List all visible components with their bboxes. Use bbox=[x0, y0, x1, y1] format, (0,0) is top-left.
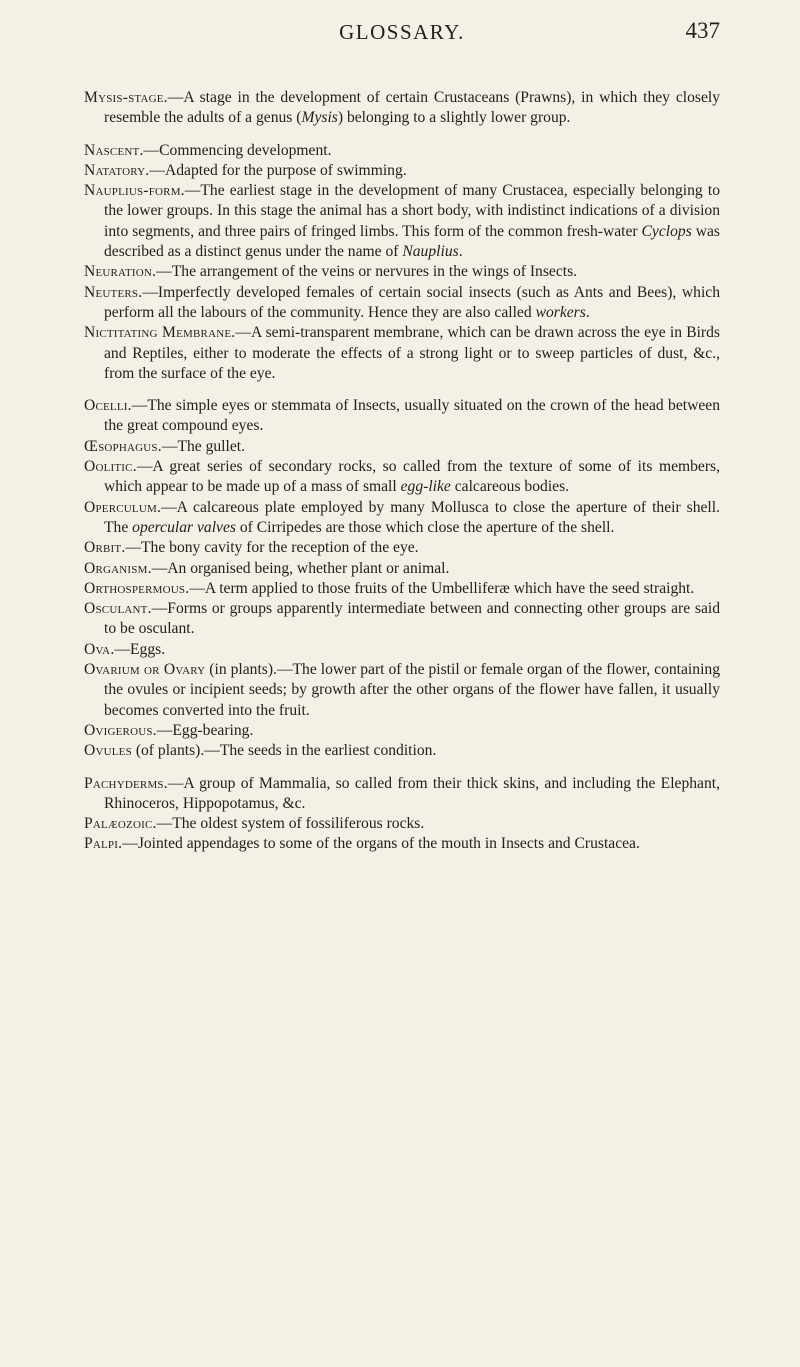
entry-italic: Mysis bbox=[301, 109, 338, 127]
entry-definition: —A calcareous plate employed by many Mollusca to close the aperture of their shell. The bbox=[104, 498, 720, 536]
entry-term: Palpi. bbox=[84, 835, 123, 853]
glossary-entry-ovules bbox=[84, 741, 720, 761]
entry-term: Ovigerous. bbox=[84, 721, 157, 739]
entry-definition: —A group of Mammalia, so called from their thick skins, and including the Elephant, Rhinoceros, Hippopotamus, &c. bbox=[104, 774, 720, 812]
entry-definition: —A great series of secondary rocks, so called from the texture of some of its members, which appear to be made up of a mass of small bbox=[104, 458, 720, 496]
entry-term: Osculant. bbox=[84, 600, 152, 618]
entry-definition: —A term applied to those fruits of the Umbelliferæ which have the seed straight. bbox=[189, 579, 695, 597]
glossary-entry-osculant bbox=[84, 599, 720, 640]
entry-term: Neuters. bbox=[84, 283, 143, 301]
entry-italic: workers bbox=[535, 303, 586, 321]
entry-definition: —A stage in the development of certain Crustaceans (Prawns), in which they closely resemble the adults of a genus ( bbox=[104, 89, 720, 127]
entry-definition: —A semi-transparent membrane, which can be drawn across the eye in Birds and Reptiles, either to moderate the effects of a strong light or to sweep particles of dust, &c., from the surface of the eye. bbox=[104, 324, 720, 382]
entry-italic: egg-like bbox=[400, 478, 451, 496]
entry-term: Palæozoic. bbox=[84, 815, 157, 833]
glossary-entry-neuters bbox=[84, 283, 720, 324]
entry-definition: of Cirripedes are those which close the aperture of the shell. bbox=[235, 518, 615, 536]
entry-term: Nauplius-form. bbox=[84, 182, 185, 200]
entry-term: Organism. bbox=[84, 559, 152, 577]
entry-term: Operculum. bbox=[84, 498, 162, 516]
glossary-entry-mysis-stage bbox=[84, 88, 720, 129]
glossary-entry-natatory bbox=[84, 161, 720, 181]
entry-definition: —Jointed appendages to some of the organs of the mouth in Insects and Crustacea. bbox=[122, 835, 640, 853]
entry-italic: Cyclops bbox=[641, 222, 692, 240]
entry-definition: —The oldest system of fossiliferous rocks. bbox=[156, 815, 425, 833]
entry-term: Natatory. bbox=[84, 161, 150, 179]
entry-definition: —The simple eyes or stemmata of Insects, usually situated on the crown of the head between the great compound eyes. bbox=[104, 397, 720, 435]
entry-term: Orbit. bbox=[84, 539, 126, 557]
entry-definition: —The bony cavity for the reception of the eye. bbox=[125, 539, 419, 557]
glossary-entry-organism bbox=[84, 559, 720, 579]
entry-definition: —Imperfectly developed females of certain social insects (such as Ants and Bees), which perform all the labours of the community. Hence they are also called bbox=[104, 283, 720, 321]
glossary-entry-orbit bbox=[84, 538, 720, 558]
glossary-entry-nictitating-membrane bbox=[84, 323, 720, 384]
entry-definition: (of plants).—The seeds in the earliest condition. bbox=[135, 742, 437, 760]
entry-term: Œsophagus. bbox=[84, 437, 162, 455]
entry-term: Neuration. bbox=[84, 263, 157, 281]
glossary-entries bbox=[84, 88, 720, 855]
entry-italic: Nauplius bbox=[402, 243, 459, 261]
entry-definition: ) belonging to a slightly lower group. bbox=[337, 109, 571, 127]
entry-term: Oolitic. bbox=[84, 458, 137, 476]
entry-definition: —Egg-bearing. bbox=[156, 721, 254, 739]
entry-definition: —Eggs. bbox=[114, 640, 166, 658]
running-title: GLOSSARY. bbox=[339, 20, 465, 44]
glossary-entry-ovarium bbox=[84, 660, 720, 721]
glossary-entry-nascent bbox=[84, 141, 720, 161]
glossary-entry-operculum bbox=[84, 498, 720, 539]
glossary-entry-ovigerous bbox=[84, 721, 720, 741]
entry-term: Ova. bbox=[84, 640, 115, 658]
entry-term: Ovules bbox=[84, 742, 132, 760]
glossary-entry-neuration bbox=[84, 262, 720, 282]
entry-definition: . bbox=[585, 303, 590, 321]
entry-definition: was described as a distinct genus under the name of bbox=[104, 222, 720, 261]
glossary-entry-orthospermous bbox=[84, 579, 720, 599]
entry-definition: —Adapted for the purpose of swimming. bbox=[149, 161, 407, 179]
entry-term: Ovarium or Ovary bbox=[84, 661, 206, 679]
glossary-entry-ova bbox=[84, 640, 720, 660]
running-head bbox=[84, 12, 720, 52]
entry-term: Nascent. bbox=[84, 141, 144, 159]
glossary-entry-nauplius-form bbox=[84, 181, 720, 262]
entry-term: Nictitating Membrane. bbox=[84, 324, 236, 342]
glossary-entry-oolitic bbox=[84, 457, 720, 498]
entry-definition: . bbox=[458, 243, 463, 261]
entry-definition: —The arrangement of the veins or nervures in the wings of Insects. bbox=[156, 263, 578, 281]
entry-definition: —The gullet. bbox=[161, 437, 245, 455]
entry-definition: —The earliest stage in the development of many Crustacea, especially belonging to the lower groups. In this stage the animal has a short body, with indistinct indications of a division into segments, and three pairs of fringed limbs. This form of the common fresh-water bbox=[104, 182, 720, 240]
glossary-entry-palpi bbox=[84, 834, 720, 854]
page-number: 437 bbox=[685, 18, 720, 43]
entry-definition: —Forms or groups apparently intermediate between and connecting other groups are said to be osculant. bbox=[104, 600, 720, 638]
entry-definition: (in plants).—The lower part of the pistil or female organ of the flower, containing the ovules or incipient seeds; by growth after the other organs of the flower have fallen, it usually becomes converted into the fruit. bbox=[104, 661, 720, 719]
entry-term: Ocelli. bbox=[84, 397, 132, 415]
entry-term: Mysis-stage. bbox=[84, 89, 168, 106]
glossary-entry-oesophagus bbox=[84, 437, 720, 457]
entry-italic: opercular valves bbox=[132, 518, 236, 536]
glossary-entry-ocelli bbox=[84, 396, 720, 437]
entry-definition: —An organised being, whether plant or animal. bbox=[151, 559, 450, 577]
glossary-entry-palaeozoic bbox=[84, 814, 720, 834]
entry-term: Orthospermous. bbox=[84, 579, 190, 597]
glossary-entry-pachyderms bbox=[84, 774, 720, 815]
entry-definition: calcareous bodies. bbox=[450, 478, 570, 496]
entry-definition: —Commencing development. bbox=[143, 141, 332, 159]
entry-term: Pachyderms. bbox=[84, 774, 168, 792]
